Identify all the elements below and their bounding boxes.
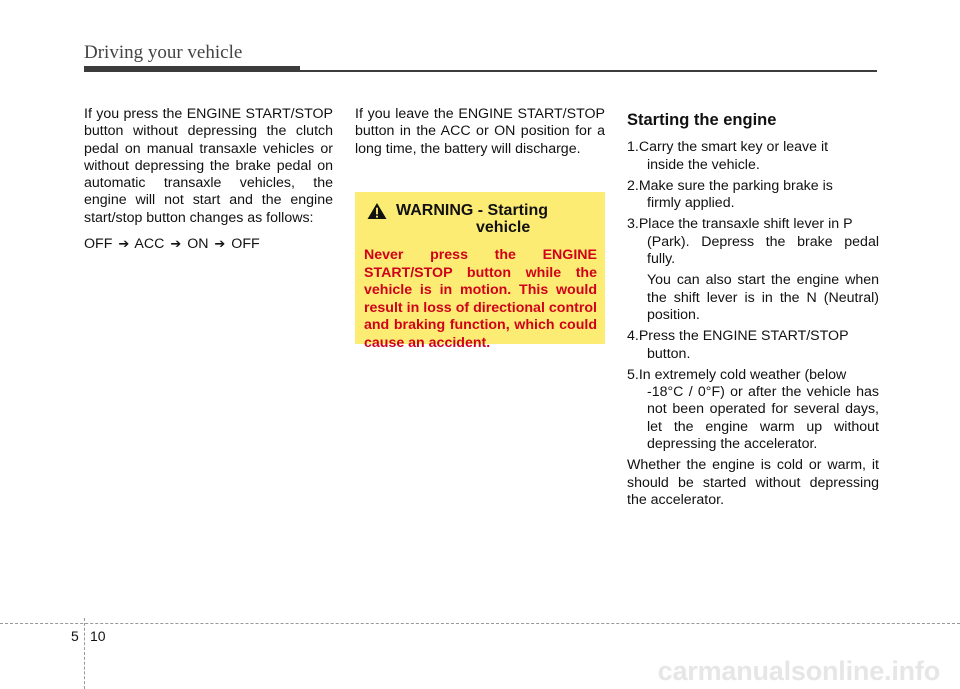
warning-triangle-icon xyxy=(366,202,388,220)
step-number: 5. xyxy=(627,366,639,383)
column-left xyxy=(84,106,333,253)
step-text-continued: button. xyxy=(647,345,691,362)
step-number: 2. xyxy=(627,177,639,194)
arrow-right-icon: ➔ xyxy=(214,236,226,252)
battery-discharge-paragraph: If you leave the ENGINE START/STOP button in the ACC or ON position for a long time, the battery will discharge. xyxy=(355,106,605,157)
list-item xyxy=(627,328,879,363)
arrow-right-icon: ➔ xyxy=(118,236,130,252)
warning-title-continued: vehicle xyxy=(476,219,531,236)
step-number: 3. xyxy=(627,216,639,233)
closing-paragraph: Whether the engine is cold or warm, it should be started without depressing the accelerator. xyxy=(627,457,879,508)
arrow-right-icon: ➔ xyxy=(170,236,182,252)
warning-title: WARNING - Starting xyxy=(396,202,548,219)
section-title: Starting the engine xyxy=(627,111,777,129)
state-off: OFF xyxy=(84,236,113,253)
warning-box xyxy=(355,192,605,351)
step-text: Press the ENGINE START/STOP xyxy=(638,328,849,345)
warning-text: Never press the ENGINE START/STOP button while the vehicle is in motion. This would result in loss of directional control and braking function, which could cause an accident. xyxy=(364,247,597,351)
footer-divider xyxy=(84,618,85,689)
warning-heading xyxy=(366,202,597,236)
step-text-continued: inside the vehicle. xyxy=(647,156,760,173)
step-text: Make sure the parking brake is xyxy=(638,177,833,194)
starting-steps-list xyxy=(627,139,879,453)
footer-rule xyxy=(0,623,960,624)
step-text: Carry the smart key or leave it xyxy=(638,139,829,156)
column-right xyxy=(627,112,879,509)
step-number: 4. xyxy=(627,328,639,345)
list-item xyxy=(627,178,879,213)
header-rule-thin xyxy=(300,70,877,72)
state-on: ON xyxy=(187,236,209,253)
button-behavior-paragraph: If you press the ENGINE START/STOP button without depressing the clutch pedal on manual transaxle vehicles or without depressing the brake pedal on automatic transaxle vehicles, the engine will not start and the engine start/stop button changes as follows: xyxy=(84,106,333,226)
step-text-continued: (Park). Depress the brake pedal fully. xyxy=(647,233,879,268)
state-acc: ACC xyxy=(134,236,165,253)
step-number: 1. xyxy=(627,139,639,156)
step-note: You can also start the engine when the shift lever is in the N (Neutral) position. xyxy=(647,272,879,323)
header-rule-thick xyxy=(84,66,300,72)
state-off-final: OFF xyxy=(231,236,260,253)
step-text-continued: -18°C / 0°F) or after the vehicle has not been operated for several days, let the engine warm up without depressing the accelerator. xyxy=(647,384,879,453)
page-header-title: Driving your vehicle xyxy=(84,42,243,63)
column-middle xyxy=(355,106,605,158)
step-text: Place the transaxle shift lever in P xyxy=(638,216,853,233)
step-text: In extremely cold weather (below xyxy=(638,366,847,383)
list-item xyxy=(627,367,879,453)
button-state-sequence xyxy=(84,235,333,253)
page-number: 10 xyxy=(90,628,106,644)
list-item xyxy=(627,139,879,174)
watermark: carmanualsonline.info xyxy=(657,656,940,686)
section-number: 5 xyxy=(71,628,79,644)
list-item xyxy=(627,216,879,324)
step-text-continued: firmly applied. xyxy=(647,195,735,212)
